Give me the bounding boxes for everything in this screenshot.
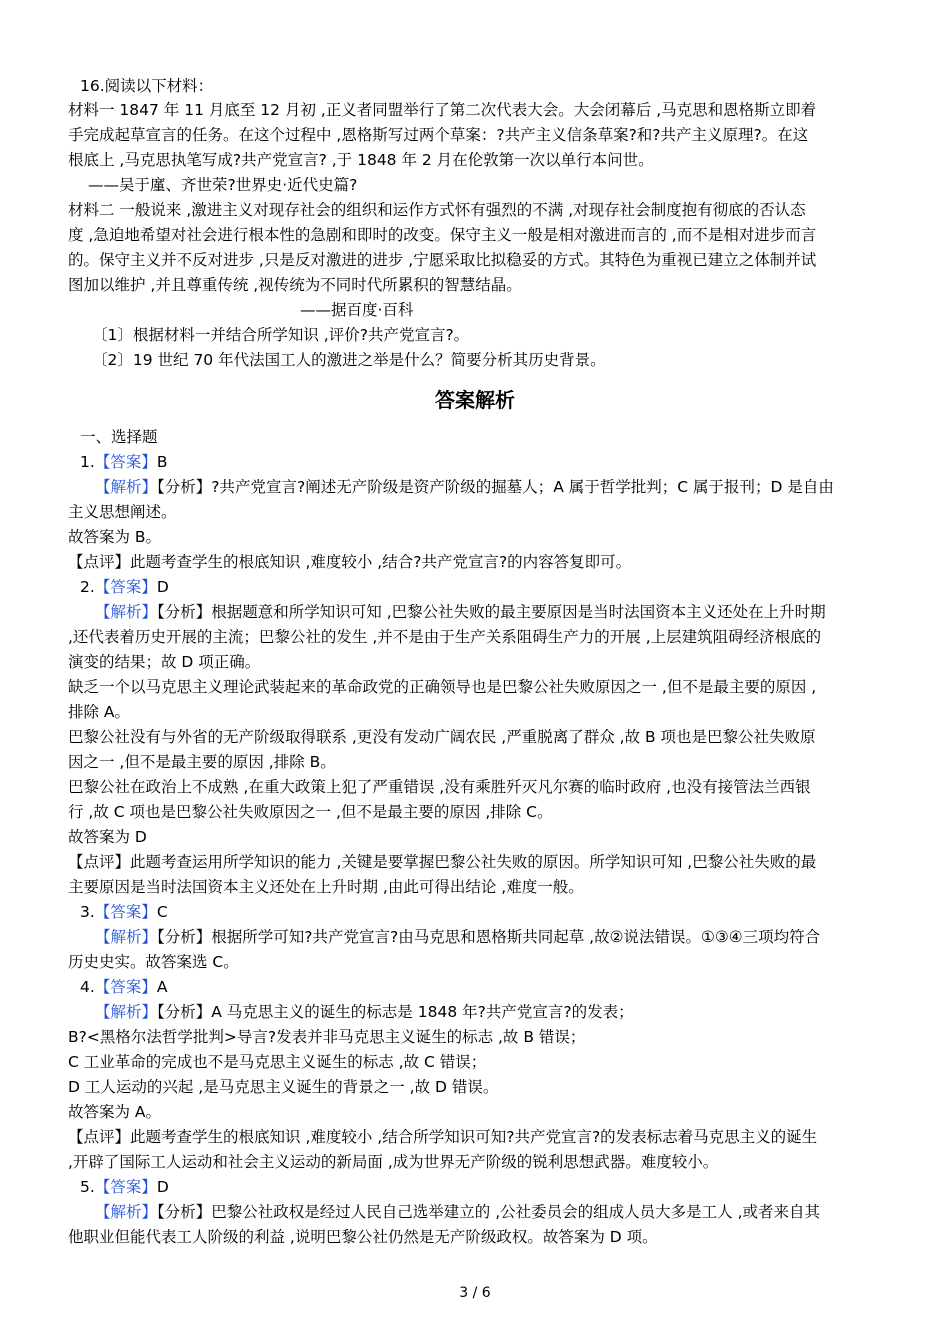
analysis-line [95,925,820,949]
analysis-text: 行 ,故 C 项也是巴黎公社失败原因之一 ,但不是最主要的原因 ,排除 C。 [68,803,553,821]
fenxi-tag: 【分析】 [157,1003,212,1021]
question-heading: 16.阅读以下材料： [80,77,214,95]
comment-line [68,1125,817,1149]
analysis-text: 他职业但能代表工人阶级的利益 ,说明巴黎公社仍然是无产阶级政权。故答案为 D 项。 [68,1228,658,1246]
analysis-text: A 马克思主义的诞生的标志是 1848 年?共产党宣言?的发表； [211,1003,634,1021]
section-heading: 一、选择题 [80,428,158,446]
fenxi-tag: 【分析】 [157,1203,212,1221]
comment-text: 此题考查运用所学知识的能力 ,关键是要掌握巴黎公社失败的原因。所学知识可知 ,巴黎公社失败的最 [130,853,817,871]
answer-tag: 【答案】 [94,978,157,996]
page-number: 3 / 6 [459,1285,491,1301]
comment-line [68,550,631,574]
sub-question-1: 〔1〕根据材料一并结合所学知识 ,评价?共产党宣言?。 [92,326,470,344]
analysis-text: 巴黎公社政权是经过人民自己选举建立的 ,公社委员会的组成人员大多是工人 ,或者来自其 [211,1203,820,1221]
sub-question-2: 〔2〕19 世纪 70 年代法国工人的激进之举是什么？简要分析其历史背景。 [92,351,606,369]
analysis-line [95,1000,634,1024]
comment-line [68,850,816,874]
analysis-text: 巴黎公社在政治上不成熟 ,在重大政策上犯了严重错误 ,没有乘胜歼灭凡尔赛的临时政府 ,也没有接管法兰西银 [68,778,811,796]
answer-value: B [156,453,168,471]
answer-1-line [80,450,167,474]
answer-value: D [156,1178,169,1196]
material-1-line: 材料一 1847 年 11 月底至 12 月初 ,正义者同盟举行了第二次代表大会。大会闭幕后 ,马克思和恩格斯立即着 [68,101,817,119]
answer-value: A [156,978,168,996]
analysis-text: 因之一 ,但不是最主要的原因 ,排除 B。 [68,753,336,771]
comment-text: 此题考查学生的根底知识 ,难度较小 ,结合?共产党宣言?的内容答复即可。 [130,553,632,571]
analysis-tag: 【解析】 [95,928,158,946]
answer-tag: 【答案】 [94,903,157,921]
material-1-line: 手完成起草宣言的任务。在这个过程中 ,恩格斯写过两个草案：?共产主义信条草案?和?共产主义原理?。在这 [68,126,809,144]
answer-value: D [156,578,169,596]
analysis-text: C 工业革命的完成也不是马克思主义诞生的标志 ,故 C 错误； [68,1053,487,1071]
analysis-text: 主义思想阐述。 [68,503,177,521]
material-2-line: 度 ,急迫地希望对社会进行根本性的急剧和即时的改变。保守主义一般是相对激进而言的 ,而不是相对进步而言 [68,226,817,244]
analysis-text: 根据所学可知?共产党宣言?由马克思和恩格斯共同起草 ,故②说法错误。①③④三项均符合 [211,928,821,946]
comment-text: 此题考查学生的根底知识 ,难度较小 ,结合所学知识可知?共产党宣言?的发表标志着马克思主义的诞生 [130,1128,818,1146]
analysis-line [95,475,834,499]
fenxi-tag: 【分析】 [157,478,212,496]
analysis-text: ?共产党宣言?阐述无产阶级是资产阶级的掘墓人；A 属于哲学批判；C 属于报刊；D 是自由 [211,478,834,496]
material-1-line: 根底上 ,马克思执笔写成?共产党宣言? ,于 1848 年 2 月在伦敦第一次以单行本问世。 [68,151,654,169]
material-2-line: 材料二 一般说来 ,激进主义对现存社会的组织和运作方式怀有强烈的不满 ,对现存社会制度抱有彻底的否认态 [68,201,806,219]
comment-tag: 【点评】 [68,1128,131,1146]
answer-value: C [156,903,168,921]
comment-tag: 【点评】 [68,853,131,871]
fenxi-tag: 【分析】 [157,603,212,621]
analysis-text: 排除 A。 [68,703,131,721]
comment-text: ,开辟了国际工人运动和社会主义运动的新局面 ,成为世界无产阶级的锐利思想武器。难度较小。 [68,1153,719,1171]
analysis-line [95,1200,820,1224]
answer-number: 1. [80,453,95,471]
final-answer: 故答案为 B。 [68,528,162,546]
analysis-tag: 【解析】 [95,1203,158,1221]
final-answer: 故答案为 A。 [68,1103,162,1121]
analysis-text: D 工人运动的兴起 ,是马克思主义诞生的背景之一 ,故 D 错误。 [68,1078,499,1096]
answer-number: 5. [80,1178,95,1196]
material-2-source: ——据百度·百科 [300,301,414,319]
analysis-text: 演变的结果；故 D 项正确。 [68,653,261,671]
analysis-text: 缺乏一个以马克思主义理论武装起来的革命政党的正确领导也是巴黎公社失败原因之一 ,但不是最主要的原因 , [68,678,817,696]
analysis-text: 巴黎公社没有与外省的无产阶级取得联系 ,更没有发动广阔农民 ,严重脱离了群众 ,故 B 项也是巴黎公社失败原 [68,728,816,746]
material-2-line: 图加以维护 ,并且尊重传统 ,视传统为不同时代所累积的智慧结晶。 [68,276,522,294]
analysis-text: B?<黑格尔法哲学批判>导言?发表并非马克思主义诞生的标志 ,故 B 错误； [68,1028,586,1046]
analysis-tag: 【解析】 [95,603,158,621]
analysis-text: 历史史实。故答案选 C。 [68,953,239,971]
material-1-source: ——吴于廑、齐世荣?世界史·近代史篇? [88,176,358,194]
answer-3-line [80,900,168,924]
answer-number: 4. [80,978,95,996]
final-answer: 故答案为 D [68,828,147,846]
answers-title: 答案解析 [435,388,515,412]
answer-4-line [80,975,167,999]
answer-2-line [80,575,169,599]
material-2-line: 的。保守主义并不反对进步 ,只是反对激进的进步 ,宁愿采取比拟稳妥的方式。其特色为重视已建立之体制并试 [68,251,817,269]
answer-5-line [80,1175,169,1199]
analysis-text: 根据题意和所学知识可知 ,巴黎公社失败的最主要原因是当时法国资本主义还处在上升时期 [211,603,826,621]
analysis-line [95,600,826,624]
comment-text: 主要原因是当时法国资本主义还处在上升时期 ,由此可得出结论 ,难度一般。 [68,878,584,896]
answer-tag: 【答案】 [94,453,157,471]
analysis-tag: 【解析】 [95,478,158,496]
answer-tag: 【答案】 [94,578,157,596]
fenxi-tag: 【分析】 [157,928,212,946]
answer-tag: 【答案】 [94,1178,157,1196]
answer-number: 3. [80,903,95,921]
answer-number: 2. [80,578,95,596]
analysis-text: ,还代表着历史开展的主流；巴黎公社的发生 ,并不是由于生产关系阻碍生产力的开展 ,上层建筑阻碍经济根底的 [68,628,822,646]
comment-tag: 【点评】 [68,553,131,571]
analysis-tag: 【解析】 [95,1003,158,1021]
